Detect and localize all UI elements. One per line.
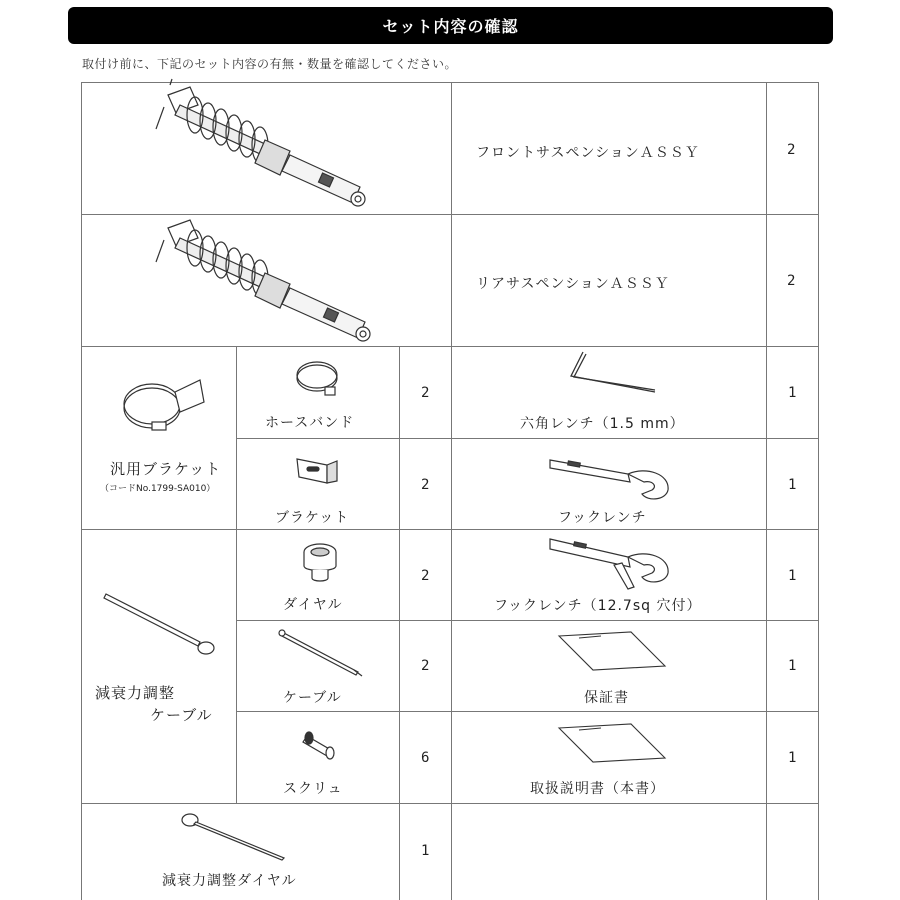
bracket-qty: 2	[421, 477, 430, 493]
hook-wrench-hole-icon	[548, 535, 676, 593]
dial-icon	[300, 540, 340, 585]
bracket-label: ブラケット	[275, 510, 350, 526]
damping-dial-illustration	[180, 810, 290, 862]
hook-wrench-hole-label: フックレンチ（12.7sq 穴付）	[494, 598, 702, 614]
hook-wrench-icon	[548, 452, 676, 504]
screw-icon	[303, 728, 343, 760]
rear-suspension-illustration	[150, 218, 390, 348]
warranty-document-icon	[557, 630, 667, 672]
manual-qty: 1	[788, 750, 797, 766]
dial-qty: 2	[421, 568, 430, 584]
hose-band-qty: 2	[421, 385, 430, 401]
intro-text: 取付け前に、下記のセット内容の有無・数量を確認してください。	[82, 57, 458, 71]
hose-band-label: ホースバンド	[265, 415, 355, 431]
universal-bracket-code: （コードNo.1799-SA010）	[100, 484, 216, 494]
warranty-label: 保証書	[584, 690, 629, 706]
front-suspension-label: フロントサスペンションＡＳＳＹ	[476, 145, 700, 161]
damping-cable-label-line2: ケーブル	[150, 706, 213, 724]
cable-qty: 2	[421, 658, 430, 674]
damping-dial-label: 減衰力調整ダイヤル	[162, 873, 297, 889]
dial-label: ダイヤル	[283, 597, 343, 613]
section-title: セット内容の確認	[382, 17, 519, 36]
cable-icon	[276, 628, 366, 680]
universal-bracket-illustration	[120, 372, 210, 437]
damping-cable-illustration	[100, 590, 220, 660]
hook-wrench-hole-qty: 1	[788, 568, 797, 584]
front-suspension-qty: 2	[787, 142, 796, 158]
hose-band-icon	[293, 357, 345, 402]
warranty-qty: 1	[788, 658, 797, 674]
rear-suspension-qty: 2	[787, 273, 796, 289]
hook-wrench-label: フックレンチ	[558, 510, 647, 526]
universal-bracket-label: 汎用ブラケット	[110, 460, 222, 478]
hex-wrench-icon	[565, 350, 660, 398]
hex-wrench-qty: 1	[788, 385, 797, 401]
damping-dial-qty: 1	[421, 843, 430, 859]
hex-wrench-label: 六角レンチ（1.5 mm）	[520, 416, 685, 432]
manual-document-icon	[557, 722, 667, 764]
screw-label: スクリュ	[283, 781, 343, 797]
screw-qty: 6	[421, 750, 430, 766]
damping-cable-label-line1: 減衰力調整	[95, 684, 176, 702]
hook-wrench-qty: 1	[788, 477, 797, 493]
manual-label: 取扱説明書（本書）	[530, 781, 665, 797]
bracket-icon	[295, 455, 340, 493]
rear-suspension-label: リアサスペンションＡＳＳＹ	[476, 276, 670, 292]
front-suspension-illustration	[150, 85, 390, 215]
cable-label: ケーブル	[283, 690, 342, 706]
